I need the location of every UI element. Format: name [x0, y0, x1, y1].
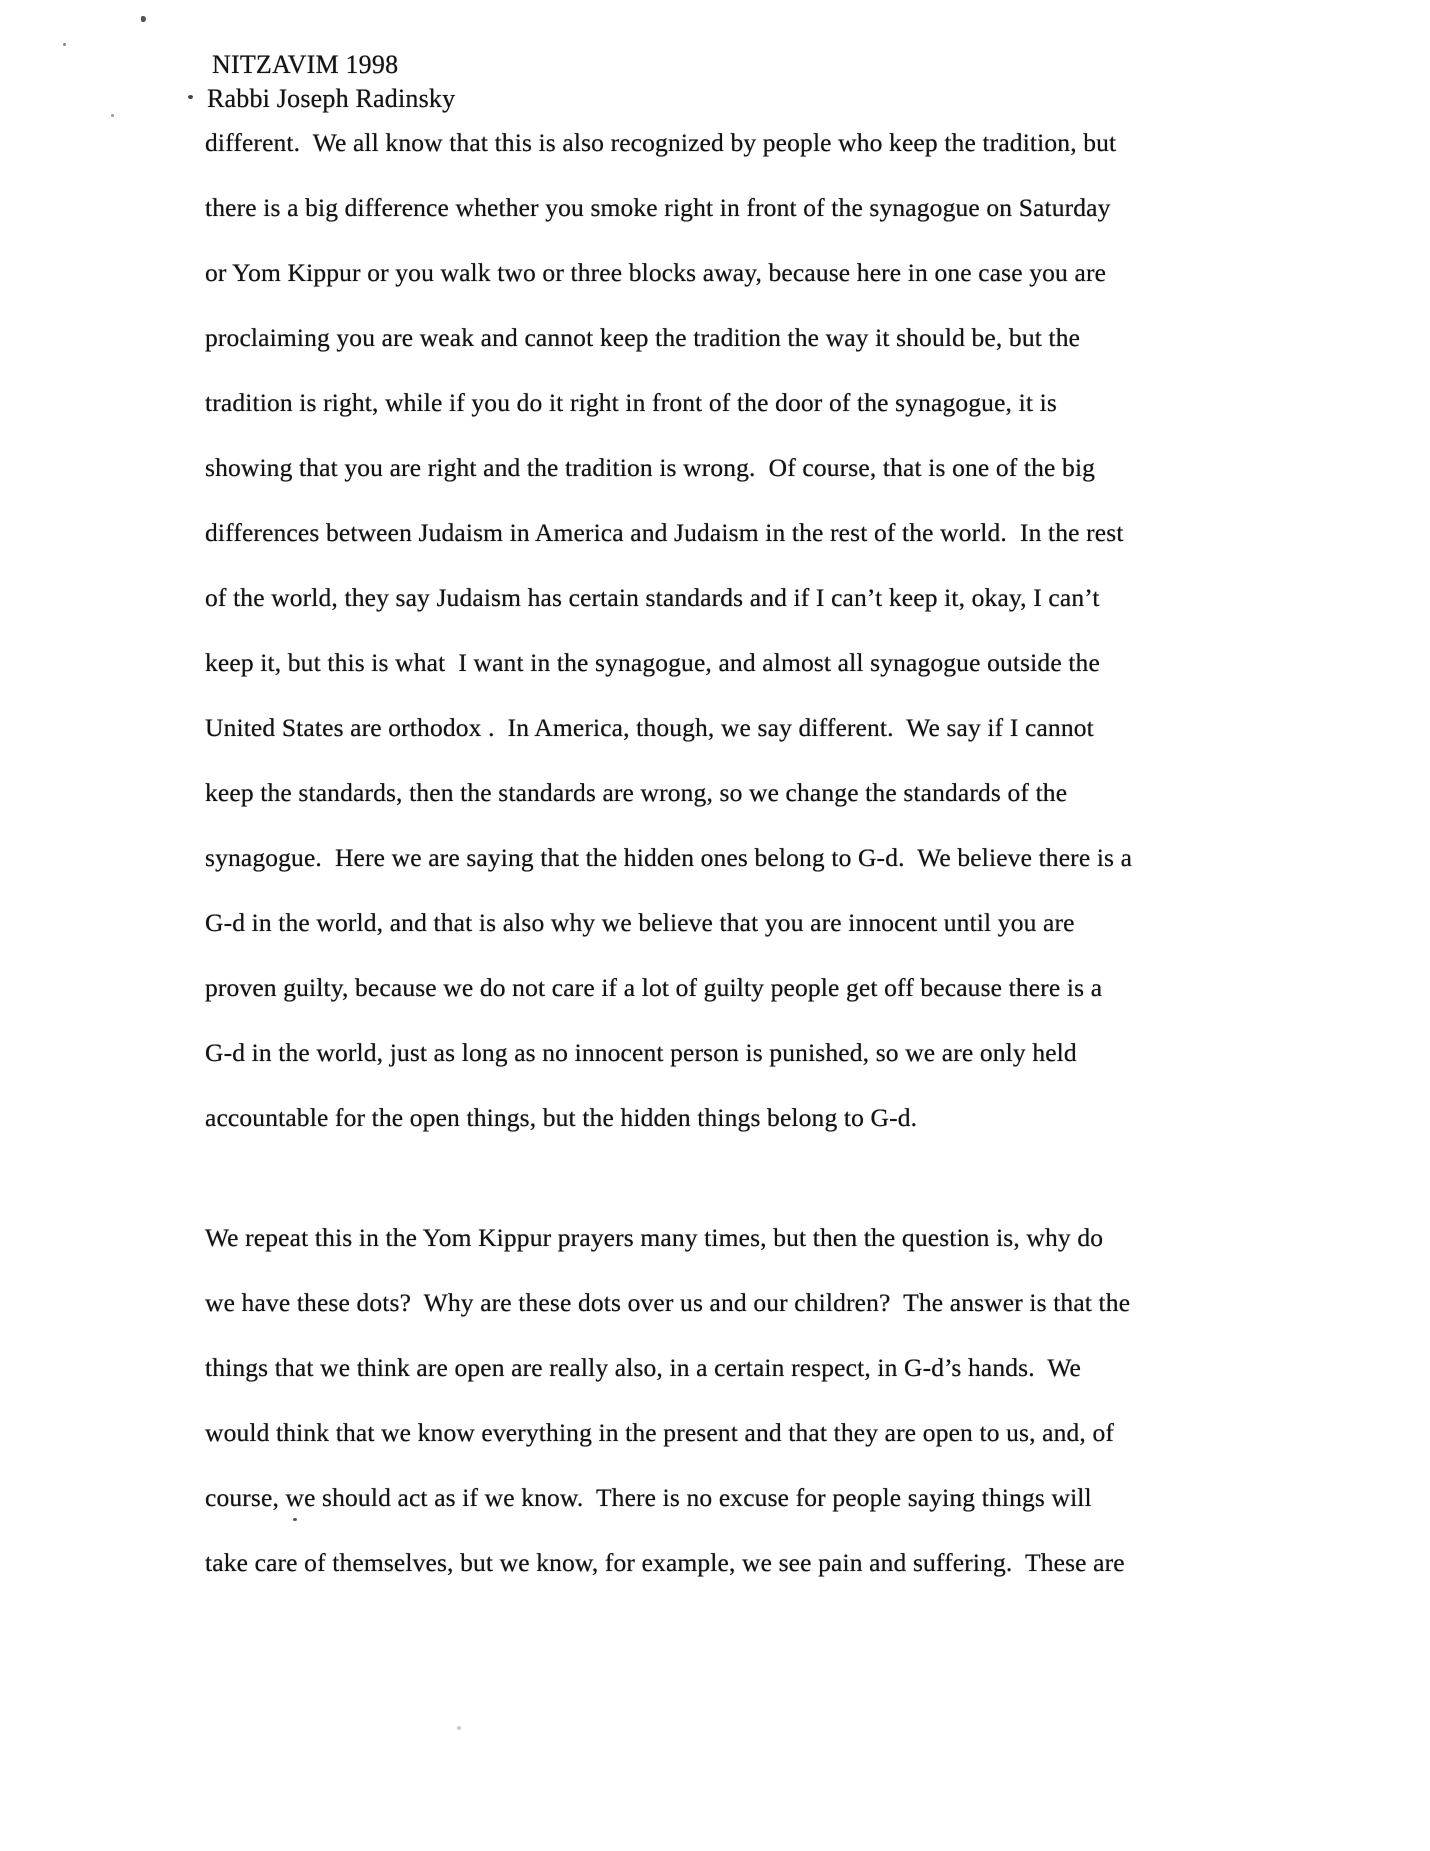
text-line: We repeat this in the Yom Kippur prayers many times, but then the question is, why do — [205, 1223, 1104, 1252]
scan-speckle — [141, 16, 146, 22]
document-author: Rabbi Joseph Radinsky — [207, 84, 456, 113]
text-line: proclaiming you are weak and cannot keep the tradition the way it should be, but the — [205, 323, 1081, 352]
text-line: of the world, they say Judaism has certain standards and if I can’t keep it, okay, I can’t — [205, 583, 1100, 612]
text-line: United States are orthodox . In America, though, we say different. We say if I cannot — [205, 713, 1094, 742]
scan-speckle — [63, 43, 66, 46]
text-line: proven guilty, because we do not care if a lot of guilty people get off because there is a — [205, 973, 1103, 1002]
text-line: keep the standards, then the standards are wrong, so we change the standards of the — [205, 778, 1068, 807]
text-line: accountable for the open things, but the hidden things belong to G-d. — [205, 1103, 918, 1132]
text-line: would think that we know everything in the present and that they are open to us, and, of — [205, 1418, 1115, 1447]
text-line: tradition is right, while if you do it right in front of the door of the synagogue, it is — [205, 388, 1057, 417]
text-line: things that we think are open are really also, in a certain respect, in G-d’s hands. We — [205, 1353, 1081, 1382]
document-title: NITZAVIM 1998 — [212, 50, 399, 79]
text-line: differences between Judaism in America and Judaism in the rest of the world. In the rest — [205, 518, 1124, 547]
text-line: we have these dots? Why are these dots over us and our children? The answer is that the — [205, 1288, 1131, 1317]
text-line: showing that you are right and the tradition is wrong. Of course, that is one of the big — [205, 453, 1096, 482]
text-line: G-d in the world, and that is also why we believe that you are innocent until you are — [205, 908, 1075, 937]
text-line: take care of themselves, but we know, for example, we see pain and suffering. These are — [205, 1548, 1125, 1577]
scan-speckle — [111, 114, 114, 117]
text-line: keep it, but this is what I want in the synagogue, and almost all synagogue outside the — [205, 648, 1100, 677]
paragraph-1 — [205, 110, 1132, 1150]
text-line: there is a big difference whether you smoke right in front of the synagogue on Saturday — [205, 193, 1111, 222]
text-line: G-d in the world, just as long as no innocent person is punished, so we are only held — [205, 1038, 1077, 1067]
text-line: synagogue. Here we are saying that the hidden ones belong to G-d. We believe there is a — [205, 843, 1133, 872]
text-line: or Yom Kippur or you walk two or three blocks away, because here in one case you are — [205, 258, 1107, 287]
text-line: course, we should act as if we know. There is no excuse for people saying things will — [205, 1483, 1092, 1512]
document-body — [205, 110, 1132, 1595]
scan-speckle — [457, 1726, 461, 1730]
document-header — [207, 48, 455, 116]
paragraph-2 — [205, 1205, 1132, 1595]
scan-speckle — [188, 95, 193, 99]
text-line: different. We all know that this is also recognized by people who keep the tradition, but — [205, 128, 1117, 157]
